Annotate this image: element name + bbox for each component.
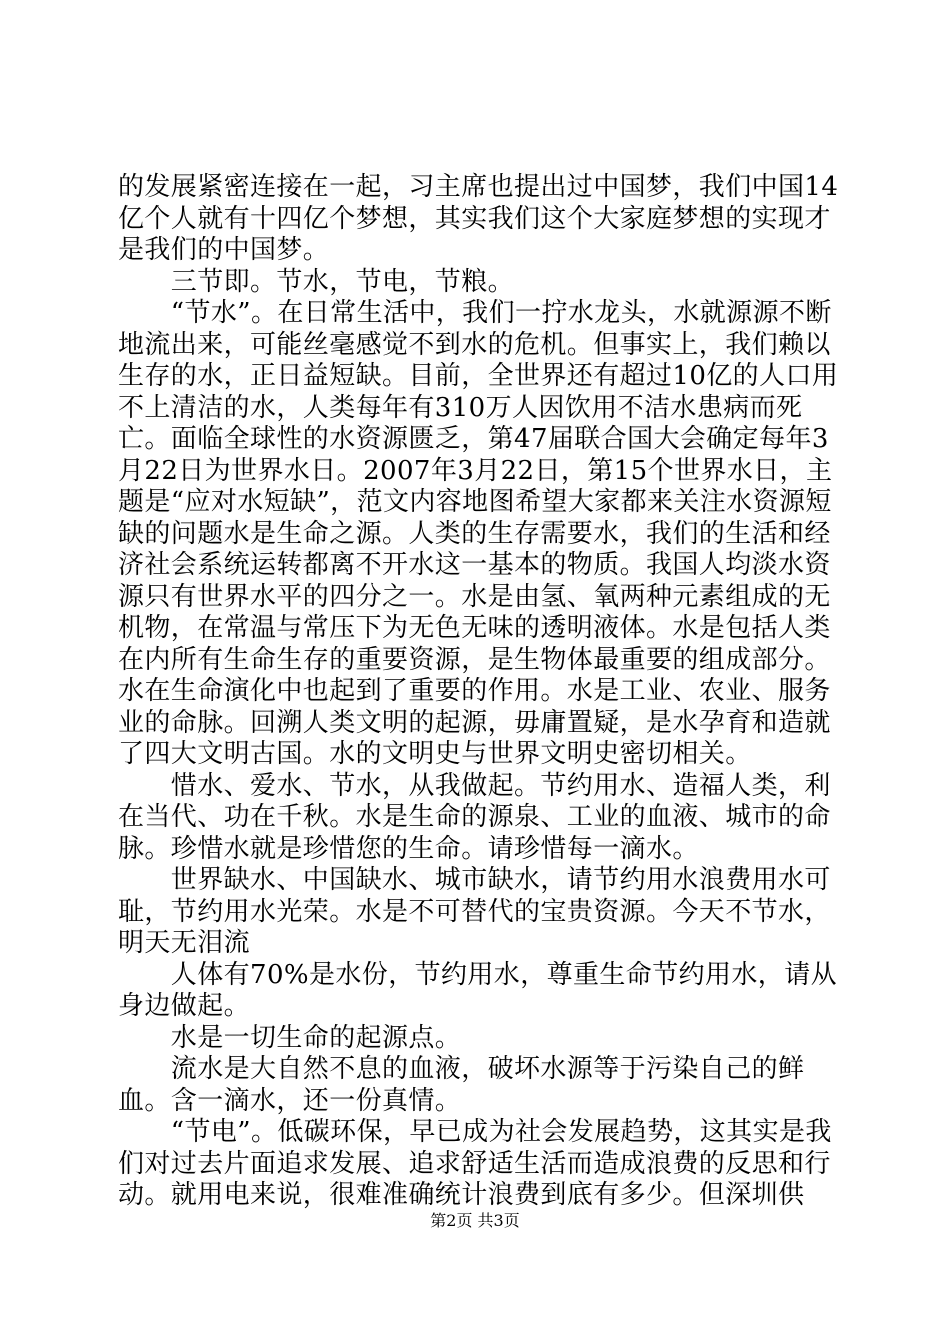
paragraph-flowing-water: 流水是大自然不息的血液，破坏水源等于污染自己的鲜血。含一滴水，还一份真情。: [118, 1054, 805, 1116]
paragraph-origin-of-life: 水是一切生命的起源点。: [118, 1022, 462, 1053]
paragraph-save-electricity: “节电”。低碳环保，早已成为社会发展趋势，这其实是我们对过去片面追求发展、追求舒适生活而造成浪费的反思和行动。就用电来说，很难准确统计浪费到底有多少。但深圳供: [118, 1117, 832, 1210]
paragraph-three-savings: 三节即。节水，节电，节粮。: [118, 266, 515, 297]
paragraph-cherish-water: 惜水、爱水、节水，从我做起。节约用水、造福人类，利在当代、功在千秋。水是生命的源泉、工业的血液、城市的命脉。珍惜水就是珍惜您的生命。请珍惜每一滴水。: [118, 770, 831, 864]
paragraph-body-water: 人体有70%是水份，节约用水，尊重生命节约用水，请从身边做起。: [118, 959, 837, 1021]
paragraph-save-water: “节水”。在日常生活中，我们一拧水龙头，水就源源不断地流出来，可能丝毫感觉不到水的危机。但事实上，我们赖以生存的水，正日益短缺。目前，全世界还有超过10亿的人口用不上清洁的水，人类每年有310万人因饮用不洁水患病而死亡。面临全球性的水资源匮乏，第47届联合国大会确定每年3月22日为世界水日。2007年3月22日，第15个世界水日，主题是“应对水短缺”，范文内容地图希望大家都来关注水资源短缺的问题水是生命之源。人类的生存需要水，我们的生活和经济社会系统运转都离不开水这一基本的物质。我国人均淡水资源只有世界水平的四分之一。水是由氢、氧两种元素组成的无机物，在常温与常压下为无色无味的透明液体。水是包括人类在内所有生命生存的重要资源，是生物体最重要的组成部分。水在生命演化中也起到了重要的作用。水是工业、农业、服务业的命脉。回溯人类文明的起源，毋庸置疑，是水孕育和造就了四大文明古国。水的文明史与世界文明史密切相关。: [118, 298, 839, 769]
document-body: [118, 172, 840, 1212]
page-number-footer: 第2页 共3页: [430, 1211, 520, 1230]
paragraph-continuation: 的发展紧密连接在一起，习主席也提出过中国梦，我们中国14亿个人就有十四亿个梦想，其实我们这个大家庭梦想的实现才是我们的中国梦。: [118, 172, 839, 265]
paragraph-water-shortage: 世界缺水、中国缺水、城市缺水，请节约用水浪费用水可耻，节约用水光荣。水是不可替代的宝贵资源。今天不节水，明天无泪流: [118, 865, 831, 958]
